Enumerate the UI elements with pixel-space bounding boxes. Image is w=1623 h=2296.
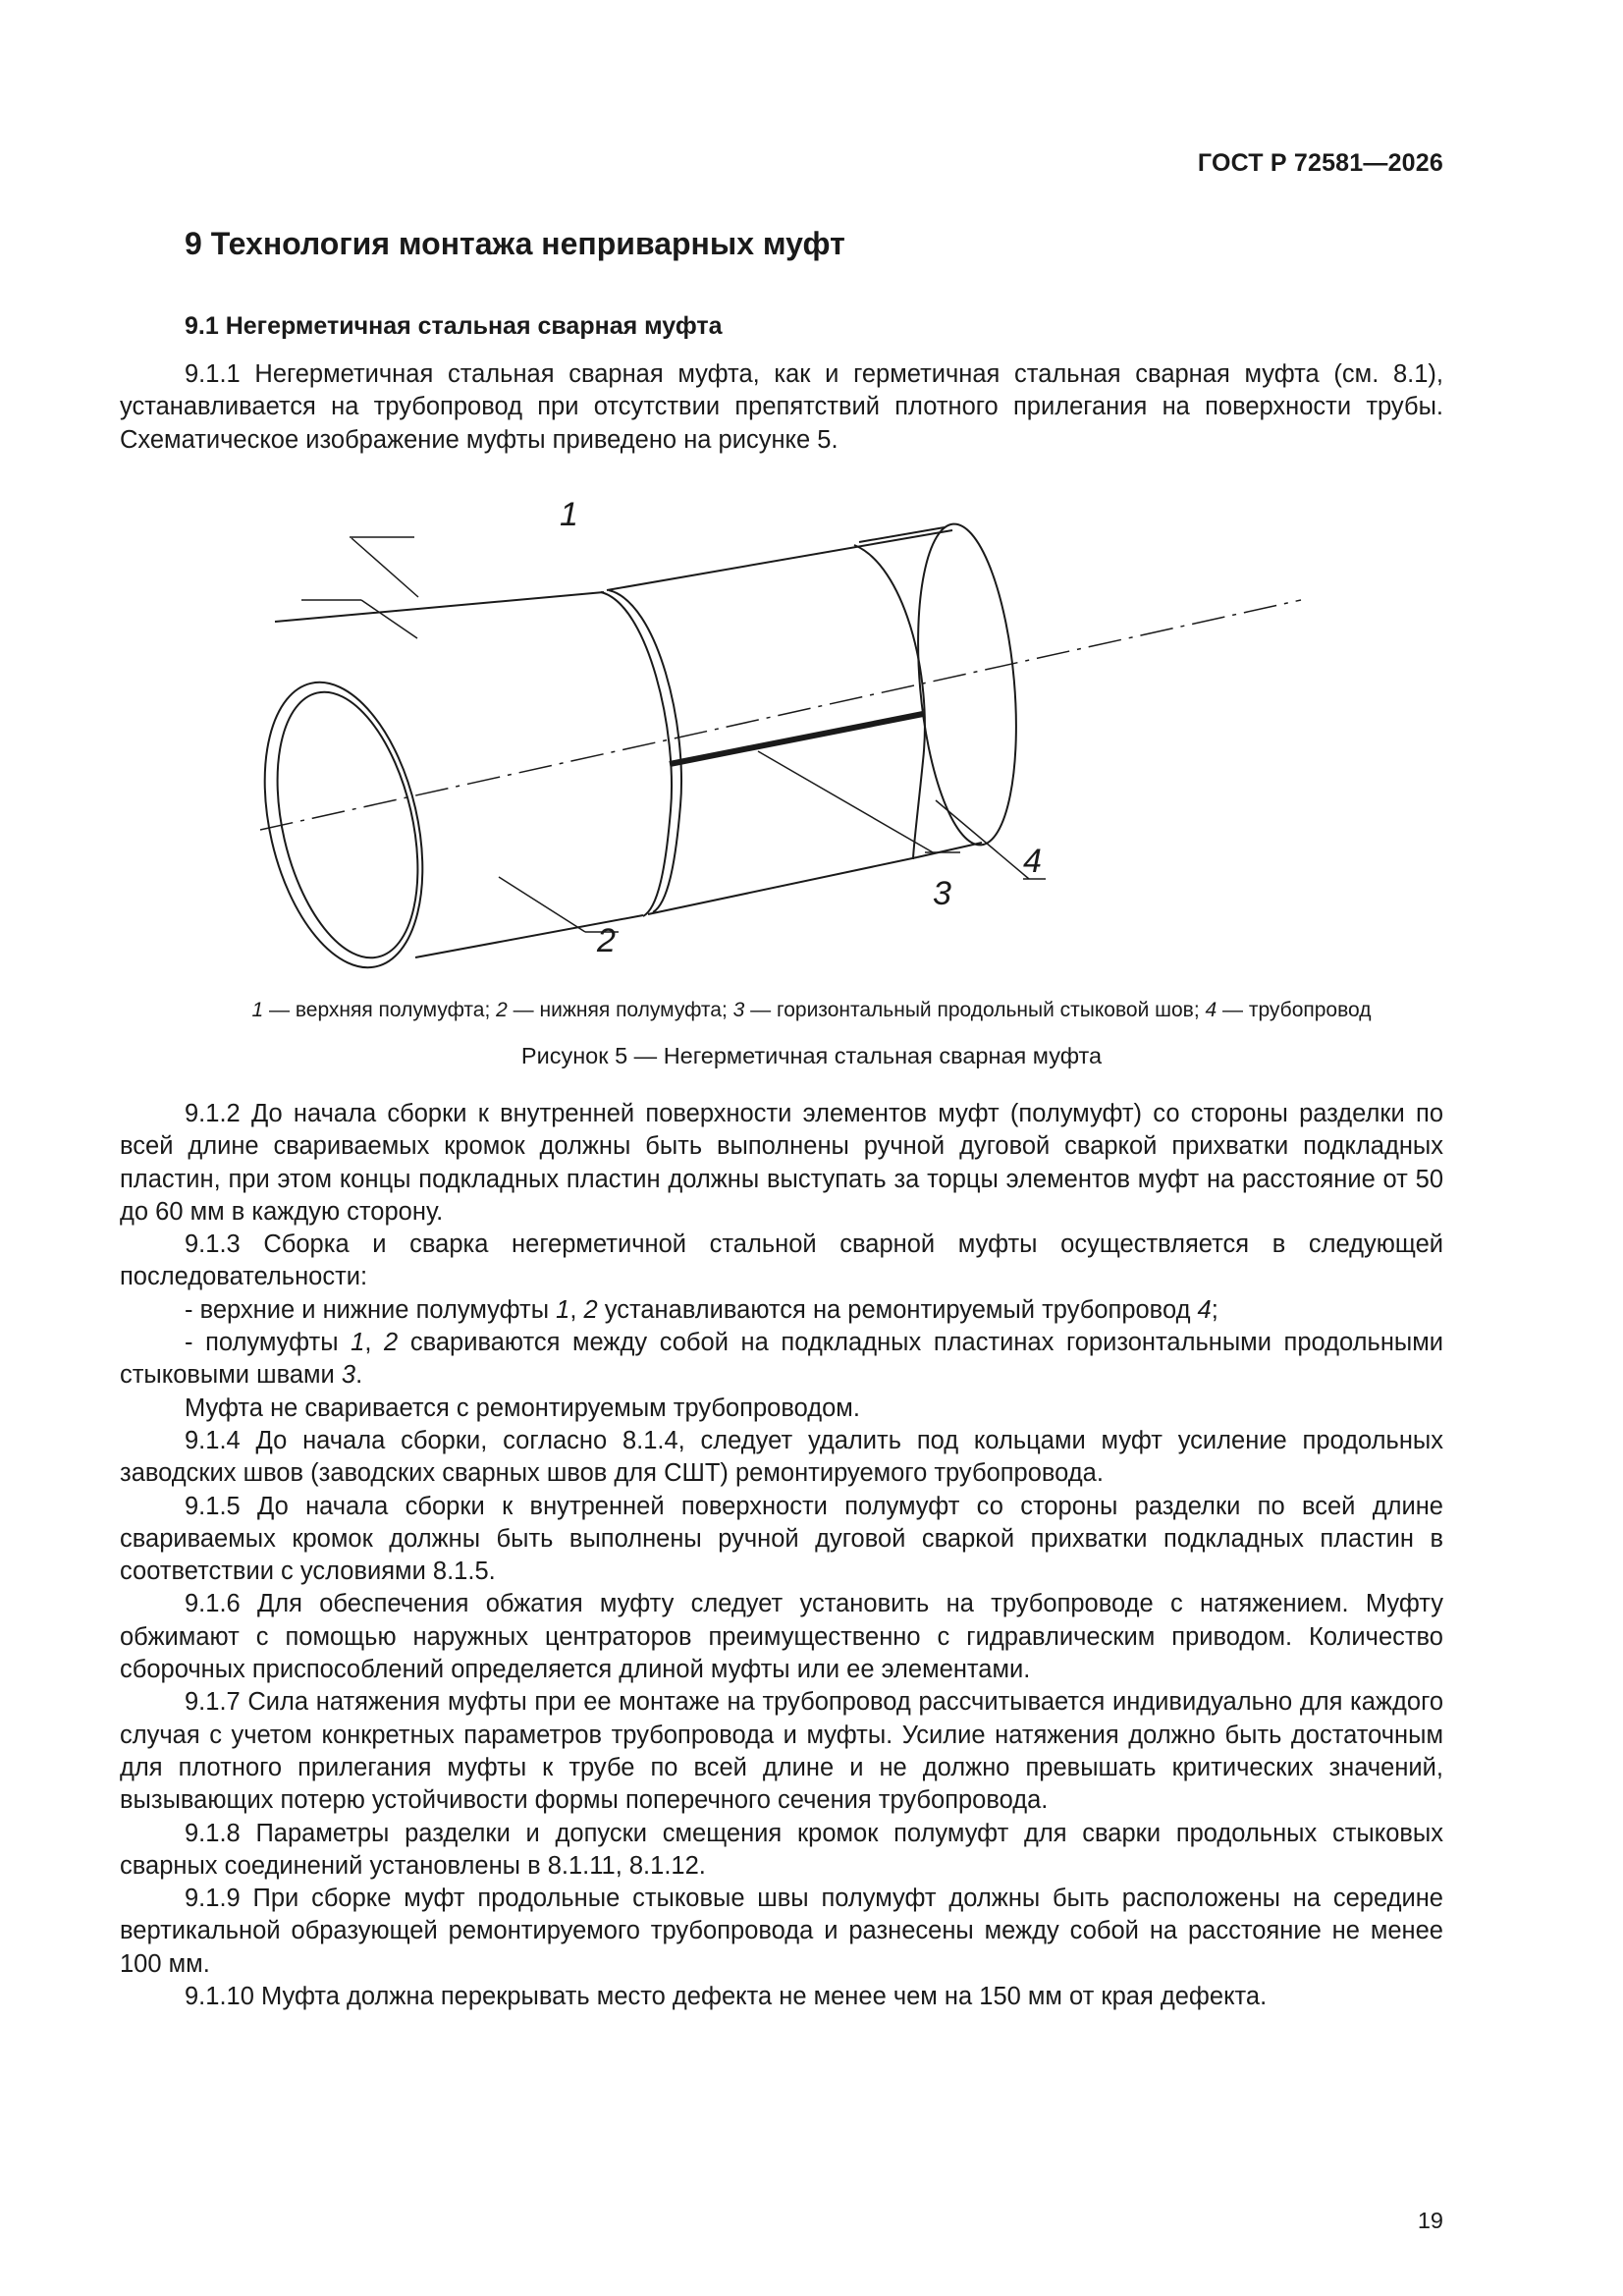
legend-num-1: 1	[251, 999, 264, 1021]
callout-label-4: 4	[1023, 843, 1042, 880]
pipe-right-bottom-edge	[917, 843, 982, 857]
legend-text-3: — горизонтальный продольный стыковой шов;	[744, 999, 1206, 1021]
sleeve-right-edge	[854, 545, 925, 859]
legend-text-2: — нижняя полумуфта;	[507, 999, 733, 1021]
paragraph-9-1-1: 9.1.1 Негерметичная стальная сварная муфта, как и герметичная стальная сварная муфта (см. 8.1), устанавливается на трубопровод при отсутствии препятствий плотного прилегания на поверхности трубы. Схематическое изображение муфты приведено на рисунке 5.	[120, 360, 1443, 454]
longitudinal-weld-seam	[670, 714, 923, 764]
sleeve-schematic	[245, 486, 1325, 977]
pipe-top-edge	[275, 592, 604, 622]
body-text-block	[120, 1098, 1443, 2013]
standard-code: ГОСТ Р 72581—2026	[1197, 149, 1443, 177]
callout-3-leader	[758, 751, 933, 852]
sleeve-top-edge	[607, 530, 952, 590]
pipe-axis-centerline	[260, 600, 1301, 830]
paragraph-9-1-8: 9.1.8 Параметры разделки и допуски смещения кромок полумуфт для сварки продольных стыковых сварных соединений установлены в 8.1.11, 8.1.12.	[120, 1819, 1443, 1880]
paragraph-9-1-9: 9.1.9 При сборке муфт продольные стыковые швы полумуфт должны быть расположены на середине вертикальной образующей ремонтируемого трубопровода и разнесены между собой на расстояние не менее 100 мм.	[120, 1885, 1443, 1978]
paragraph-9-1-5: 9.1.5 До начала сборки к внутренней поверхности полумуфт со стороны разделки по всей длине свариваемых кромок должны быть выполнены ручной дуговой сваркой прихватки подкладных пластин в соответствии с условиями 8.1.5.	[120, 1492, 1443, 1586]
page-number: 19	[1417, 2208, 1443, 2233]
section-title: 9 Технология монтажа неприварных муфт	[185, 226, 845, 261]
legend-num-3: 3	[732, 999, 745, 1021]
pipe-right-end	[906, 519, 1028, 848]
list-item-2: - полумуфты 1, 2 свариваются между собой на подкладных пластинах горизонтальными продольными стыковыми швами 3.	[120, 1329, 1443, 1390]
subsection-title: 9.1 Негерметичная стальная сварная муфта	[185, 312, 723, 340]
figure-5-diagram	[245, 486, 1325, 977]
intro-paragraph-block	[120, 358, 1443, 457]
figure-caption: Рисунок 5 — Негерметичная стальная сварная муфта	[520, 1043, 1103, 1068]
figure-legend	[0, 999, 1623, 1022]
paragraph-9-1-2: 9.1.2 До начала сборки к внутренней поверхности элементов муфт (полумуфт) со стороны разделки по всей длине свариваемых кромок должны быть выполнены ручной дуговой сваркой прихватки подкладных пластин, при этом концы подкладных пластин должны выступать за торцы элементов муфт на расстояние от 50 до 60 мм в каждую сторону.	[120, 1100, 1443, 1226]
callout-1-pointer	[352, 538, 418, 597]
legend-num-2: 2	[496, 999, 508, 1021]
pipe-end-outer	[245, 667, 448, 977]
callout-2-leader	[499, 877, 585, 932]
callout-4-leader	[936, 800, 1029, 879]
legend-num-4: 4	[1205, 999, 1217, 1021]
paragraph-9-1-7: 9.1.7 Сила натяжения муфты при ее монтаже на трубопровод рассчитывается индивидуально для каждого случая с учетом конкретных параметров трубопровода и муфты. Усилие натяжения должно быть достаточным для плотного прилегания муфты к трубе по всей длине и не должно превышать критических значений, вызывающих потерю устойчивости формы поперечного сечения трубопровода.	[120, 1688, 1443, 1815]
list-item-1: - верхние и нижние полумуфты 1, 2 устанавливаются на ремонтируемый трубопровод 4;	[185, 1295, 1218, 1324]
callout-label-2: 2	[597, 922, 616, 959]
paragraph-9-1-3: 9.1.3 Сборка и сварка негерметичной стальной сварной муфты осуществляется в следующей последовательности:	[120, 1230, 1443, 1291]
callout-label-3: 3	[933, 875, 951, 912]
sleeve-bottom-edge	[648, 857, 917, 914]
paragraph-9-1-10: 9.1.10 Муфта должна перекрывать место дефекта не менее чем на 150 мм от края дефекта.	[185, 1983, 1268, 2011]
paragraph-9-1-4: 9.1.4 До начала сборки, согласно 8.1.4, следует удалить под кольцами муфт усиление продольных заводских швов (заводских сварных швов для СШТ) ремонтируемого трубопровода.	[120, 1426, 1443, 1488]
legend-text-4: — трубопровод	[1217, 999, 1372, 1021]
paragraph-9-1-6: 9.1.6 Для обеспечения обжатия муфту следует установить на трубопроводе с натяжением. Муфту обжимают с помощью наружных центраторов преимущественно с гидравлическим приводом. Количество сборочных приспособлений определяется длиной муфты или ее элементами.	[120, 1590, 1443, 1684]
legend-text-1: — верхняя полумуфта;	[263, 999, 497, 1021]
callout-label-1: 1	[560, 496, 578, 533]
callout-1-leader	[361, 600, 417, 638]
sleeve-left-edge	[601, 592, 672, 916]
paragraph-not-welded: Муфта не сваривается с ремонтируемым трубопроводом.	[185, 1394, 860, 1422]
